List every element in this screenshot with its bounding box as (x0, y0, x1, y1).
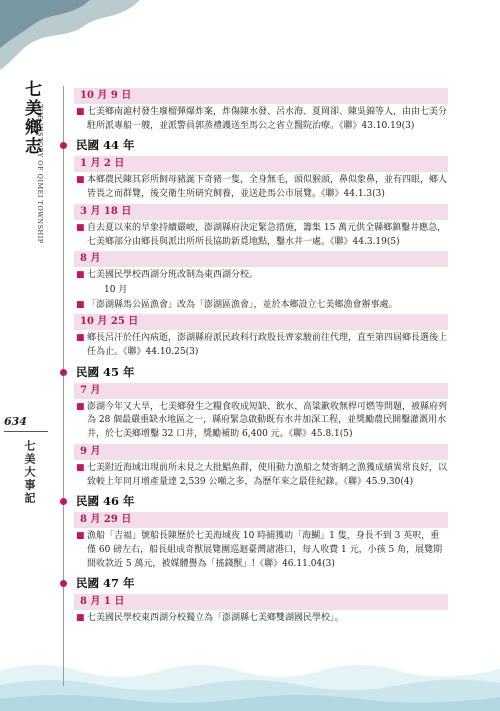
year-heading: 民國 46 年 (64, 493, 448, 510)
event-entry: ■ 七美鄉南滬村發生廢榴彈爆炸案，炸傷陳水發、呂水海、夏岡卻、陳吳錦等人，由由七美分駐所派專船一艘，並派警員郭蒸禮護送至馬公之省立醫院治療。《聯》43.10.19(3) (76, 107, 448, 131)
page-number-rule (4, 431, 48, 432)
event-entry: ■ 七美國民學校西湖分班改制為東西湖分校。 (64, 269, 448, 283)
event-entry: ■ 鄉長呂汗於任內病逝，澎湖縣府派民政科行政股長齊家駿前往代理，直至第四屆鄉長選後上任為止。《聯》44.10.25(3) (76, 333, 448, 358)
date-heading: 10 月 9 日 (74, 88, 448, 104)
event-entry: ■ 澎湖今年又大旱，七美鄉發生之糧食收成短缺、飲水、高粱歉收無桿可燃等問題，被縣府列為 28 個最嚴重缺水地區之一，縣府緊急啟動既有水井加深工程，並獎勵農民開鑿灌溉用水井，於七美鄉增鑿 32 口井，獎勵補助 6,400 元。《聯》45.8.1(5) (76, 401, 448, 440)
book-logo: 七美鄉志 (21, 80, 41, 156)
bullet-icon: ■ (76, 333, 85, 344)
event-entry: ■ 「澎湖縣馬公區漁會」改為「澎湖區漁會」，並於本鄉設立七美鄉漁會辦事處。 (64, 299, 448, 313)
bullet-icon: ■ (76, 401, 85, 412)
month-subheading: 10 月 (104, 284, 128, 295)
section-title: 七美大事記 (23, 440, 36, 505)
ink-wash-decoration (0, 0, 140, 70)
bullet-icon: ■ (76, 613, 85, 624)
year-heading: 民國 47 年 (64, 575, 448, 592)
event-entry: ■ 自去夏以來的旱象持續嚴峻，澎湖縣府決定緊急措施，籌集 15 萬元供全縣鄉鎮鑿井應急，七美鄉部分由鄉長與派出所所長協助新覓地點，鑿水井一處。《聯》44.3.19(5) (76, 222, 447, 247)
date-heading: 9 月 (74, 444, 448, 460)
chronology-content (64, 86, 448, 627)
bullet-icon: ■ (76, 462, 85, 473)
bullet-icon: ■ (76, 270, 85, 281)
year-heading: 民國 45 年 (64, 364, 448, 381)
book-logo-english: THE HISTORY OF QIMEI TOWNSHIP (36, 104, 44, 244)
event-entry: ■ 七美國民學校東西湖分校獨立為「澎湖縣七美鄉雙湖國民學校」。 (64, 612, 448, 626)
bullet-icon: ■ (76, 222, 85, 233)
date-heading: 8 月 29 日 (74, 512, 448, 528)
date-heading: 10 月 25 日 (74, 314, 448, 330)
bullet-icon: ■ (76, 107, 85, 117)
wave-decoration (0, 641, 500, 711)
date-heading: 3 月 18 日 (74, 204, 448, 220)
bullet-icon: ■ (76, 175, 85, 186)
date-heading: 8 月 1 日 (74, 594, 448, 610)
date-heading: 7 月 (74, 383, 448, 399)
event-entry: ■ 漁船「吉福」號船長陳歷於七美海域夜 10 時捕獲叻「海鰗」1 隻，身長不到 3 英呎，重僅 60 磅左右，船長組成奇獸展覽團巡迴臺灣諸港口，每人收費 1 元，小孩 5 角，展覽期間收款近 5 萬元，被媒體譽為「搖錢獸」!《聯》46.11.04(3) (76, 531, 443, 569)
event-entry: ■ 七美附近海域出現前所未見之大批鯧魚群，使用動力漁船之焚寄網之漁獲成績異常良好，以致較上年同月增產量達 2,539 公噸之多，為歷年來之最佳紀錄。《聯》45.9.30(4) (76, 462, 448, 487)
date-heading: 8 月 (74, 251, 448, 267)
bullet-icon: ■ (76, 531, 85, 542)
event-entry: ■ 本鄉農民陳其彩所飼母豬誕下奇豬一隻，全身無毛，頭似猴頭，鼻似象鼻，並有四眼，鄉人皆畏之而群覽，後交衛生所研究飼養，並送赴馬公市展覽。《聯》44.1.3(3) (76, 175, 448, 200)
page-number: 634 (4, 415, 27, 428)
date-heading: 1 月 2 日 (74, 156, 448, 172)
bullet-icon: ■ (76, 299, 85, 310)
year-heading: 民國 44 年 (64, 137, 448, 154)
